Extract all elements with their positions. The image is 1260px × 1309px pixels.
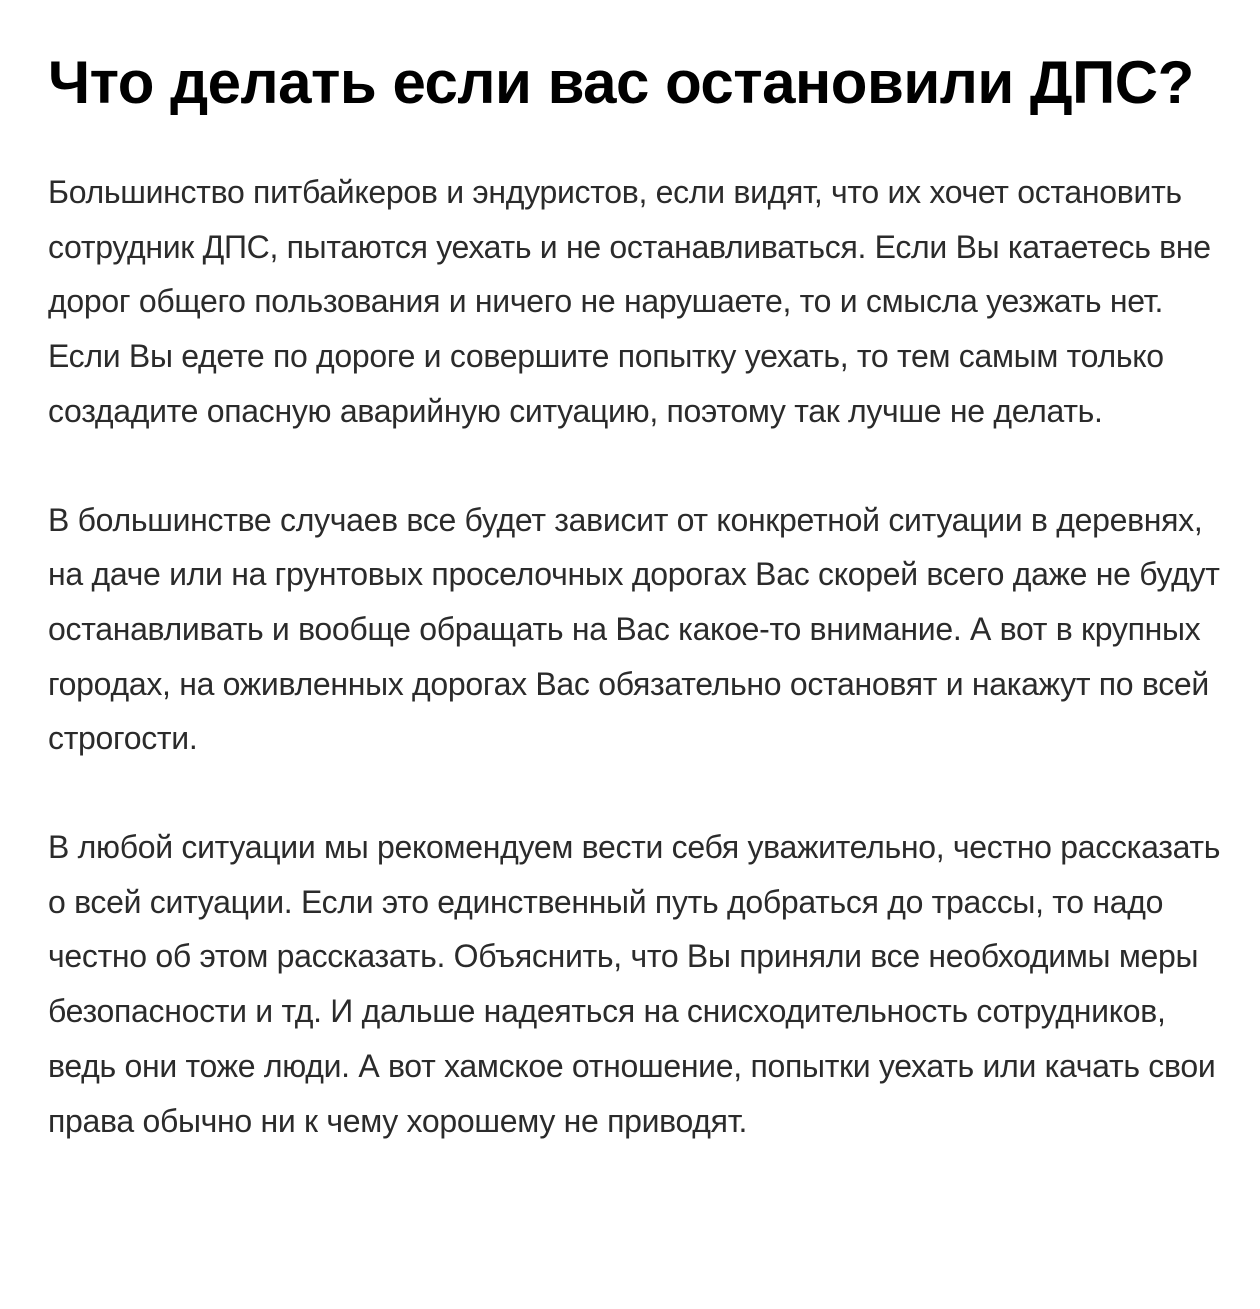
article-title: Что делать если вас остановили ДПС? — [48, 49, 1194, 116]
article-paragraph: В большинстве случаев все будет зависит от конкретной ситуации в деревнях, на даче или на грунтовых проселочных дорогах Вас скорей всего даже не будут останавливать и вообще обращать на Вас какое-то внимание. А вот в крупных городах, на оживленных дорогах Вас обязательно остановят и накажут по всей строгости. — [48, 501, 1220, 757]
article — [48, 40, 1238, 1148]
article-paragraph: Большинство питбайкеров и эндуристов, если видят, что их хочет остановить сотрудник ДПС, пытаются уехать и не останавливаться. Если Вы катаетесь вне дорог общего пользования и ничего не нарушаете, то и смысла уезжать нет. Если Вы едете по дороге и совершите попытку уехать, то тем самым только создадите опасную аварийную ситуацию, поэтому так лучше не делать. — [48, 174, 1211, 429]
article-paragraph: В любой ситуации мы рекомендуем вести себя уважительно, честно рассказать о всей ситуации. Если это единственный путь добраться до трассы, то надо честно об этом рассказать. Объяснить, что Вы приняли все необходимы меры безопасности и тд. И дальше надеяться на снисходительность сотрудников, ведь они тоже люди. А вот хамское отношение, попытки уехать или качать свои права обычно ни к чему хорошему не приводят. — [48, 829, 1221, 1139]
